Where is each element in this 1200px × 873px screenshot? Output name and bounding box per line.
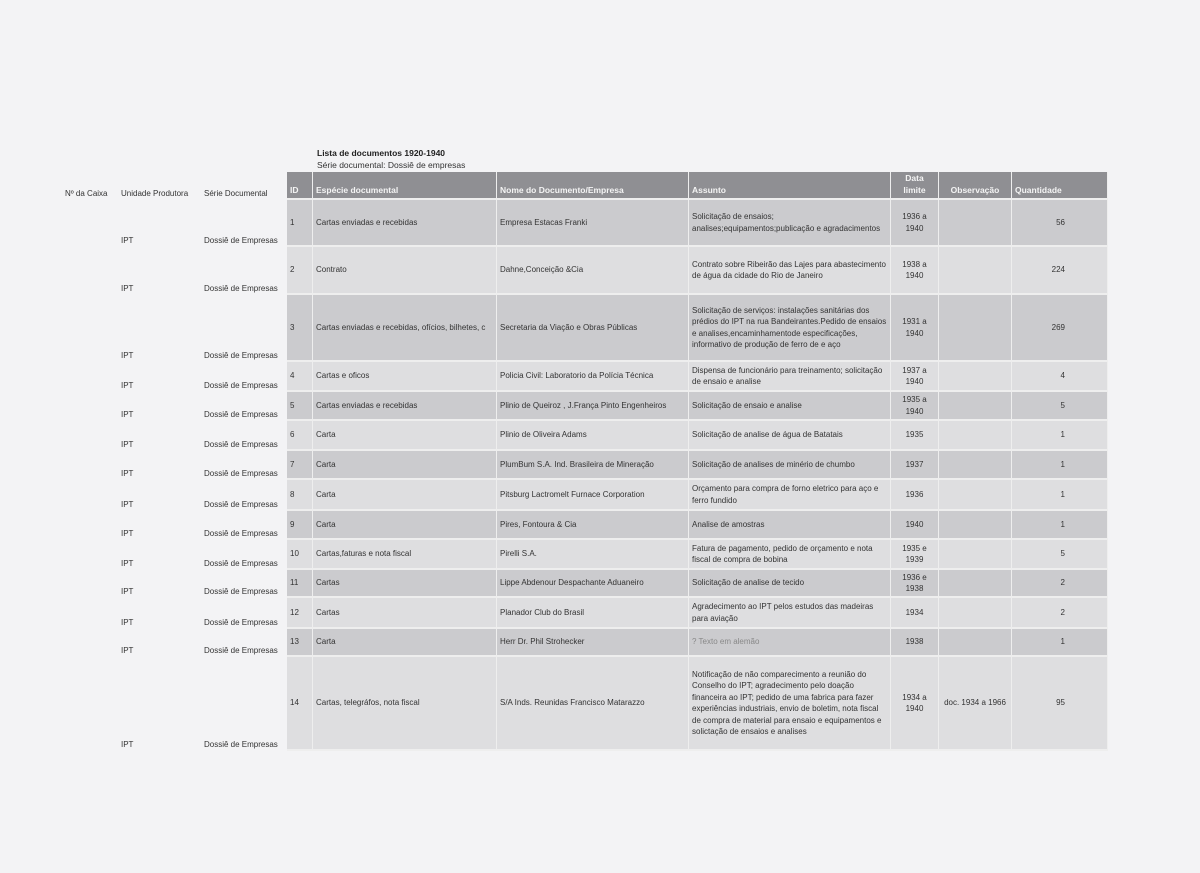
cell-especie: Carta <box>313 511 497 540</box>
cell-quantidade: 5 <box>1012 392 1108 421</box>
cell-especie: Carta <box>313 451 497 480</box>
serie-documental: Dossiê de Empresas <box>204 500 278 509</box>
cell-data-limite: 1938 a 1940 <box>891 247 939 295</box>
cell-quantidade: 269 <box>1012 295 1108 362</box>
cell-especie: Contrato <box>313 247 497 295</box>
cell-observacao <box>939 392 1012 421</box>
cell-nome: Empresa Estacas Franki <box>497 200 689 247</box>
document-subtitle: Série documental: Dossiê de empresas <box>317 160 466 170</box>
serie-documental: Dossiê de Empresas <box>204 529 278 538</box>
row-cells <box>287 480 1108 511</box>
cell-nome: Lippe Abdenour Despachante Aduaneiro <box>497 570 689 598</box>
cell-data-limite: 1937 <box>891 451 939 480</box>
cell-observacao <box>939 421 1012 451</box>
cell-data-limite: 1938 <box>891 629 939 657</box>
row-cells <box>287 657 1108 751</box>
row-cells <box>287 362 1108 392</box>
cell-quantidade: 1 <box>1012 480 1108 511</box>
unidade-produtora: IPT <box>121 587 134 596</box>
cell-quantidade: 1 <box>1012 629 1108 657</box>
cell-especie: Cartas e oficos <box>313 362 497 392</box>
header-data: Data limite <box>891 172 939 200</box>
table-row <box>0 657 1108 751</box>
cell-id: 9 <box>287 511 313 540</box>
table-row <box>0 362 1108 392</box>
cell-observacao <box>939 480 1012 511</box>
cell-observacao <box>939 540 1012 570</box>
unidade-produtora: IPT <box>121 469 134 478</box>
cell-assunto: ? Texto em alemão <box>689 629 891 657</box>
cell-data-limite: 1934 a 1940 <box>891 657 939 751</box>
cell-assunto: Analise de amostras <box>689 511 891 540</box>
table-row <box>0 451 1108 480</box>
cell-id: 1 <box>287 200 313 247</box>
table-row <box>0 200 1108 247</box>
table-row <box>0 570 1108 598</box>
cell-id: 3 <box>287 295 313 362</box>
unidade-produtora: IPT <box>121 351 134 360</box>
cell-nome: Pitsburg Lactromelt Furnace Corporation <box>497 480 689 511</box>
cell-assunto: Agradecimento ao IPT pelos estudos das madeiras para aviação <box>689 598 891 629</box>
cell-observacao <box>939 570 1012 598</box>
row-cells <box>287 511 1108 540</box>
serie-documental: Dossiê de Empresas <box>204 587 278 596</box>
cell-observacao <box>939 598 1012 629</box>
cell-nome: Pirelli S.A. <box>497 540 689 570</box>
row-cells <box>287 451 1108 480</box>
cell-observacao <box>939 451 1012 480</box>
table-header-row <box>0 172 1108 200</box>
table-row <box>0 480 1108 511</box>
table-row <box>0 511 1108 540</box>
cell-nome: Plinio de Queiroz , J.França Pinto Engenheiros <box>497 392 689 421</box>
cell-especie: Cartas enviadas e recebidas <box>313 392 497 421</box>
cell-quantidade: 95 <box>1012 657 1108 751</box>
cell-assunto: Contrato sobre Ribeirão das Lajes para abastecimento de água da cidade do Rio de Janeiro <box>689 247 891 295</box>
cell-assunto: Solicitação de serviços: instalações sanitárias dos prédios do IPT na rua Bandeirantes.Pedido de ensaios e analises,encaminhamentode especificações, informativo de produção de ferro de e aço <box>689 295 891 362</box>
cell-quantidade: 1 <box>1012 511 1108 540</box>
cell-quantidade: 5 <box>1012 540 1108 570</box>
cell-id: 10 <box>287 540 313 570</box>
table-row <box>0 598 1108 629</box>
cell-assunto: Fatura de pagamento, pedido de orçamento e nota fiscal de compra de bobina <box>689 540 891 570</box>
cell-id: 11 <box>287 570 313 598</box>
cell-id: 12 <box>287 598 313 629</box>
table-row <box>0 392 1108 421</box>
cell-especie: Cartas, telegráfos, nota fiscal <box>313 657 497 751</box>
cell-data-limite: 1936 a 1940 <box>891 200 939 247</box>
cell-quantidade: 2 <box>1012 598 1108 629</box>
cell-quantidade: 4 <box>1012 362 1108 392</box>
cell-nome: Plinio de Oliveira Adams <box>497 421 689 451</box>
row-cells <box>287 570 1108 598</box>
cell-especie: Carta <box>313 480 497 511</box>
table-row <box>0 247 1108 295</box>
cell-assunto: Orçamento para compra de forno eletrico para aço e ferro fundido <box>689 480 891 511</box>
cell-data-limite: 1935 <box>891 421 939 451</box>
header-assunto: Assunto <box>689 172 891 200</box>
cell-nome: Planador Club do Brasil <box>497 598 689 629</box>
cell-id: 14 <box>287 657 313 751</box>
cell-assunto: Solicitação de analise de tecido <box>689 570 891 598</box>
cell-assunto: Solicitação de ensaio e analise <box>689 392 891 421</box>
unidade-produtora: IPT <box>121 236 134 245</box>
cell-id: 8 <box>287 480 313 511</box>
cell-data-limite: 1936 <box>891 480 939 511</box>
cell-observacao <box>939 247 1012 295</box>
cell-id: 2 <box>287 247 313 295</box>
header-caixa: Nº da Caixa <box>65 189 108 198</box>
unidade-produtora: IPT <box>121 440 134 449</box>
unidade-produtora: IPT <box>121 381 134 390</box>
serie-documental: Dossiê de Empresas <box>204 284 278 293</box>
documents-table <box>0 172 1108 751</box>
cell-quantidade: 1 <box>1012 421 1108 451</box>
table-row <box>0 540 1108 570</box>
cell-especie: Cartas,faturas e nota fiscal <box>313 540 497 570</box>
cell-id: 4 <box>287 362 313 392</box>
row-cells <box>287 629 1108 657</box>
header-observacao: Observação <box>939 172 1012 200</box>
cell-data-limite: 1934 <box>891 598 939 629</box>
cell-nome: Herr Dr. Phil Strohecker <box>497 629 689 657</box>
cell-observacao <box>939 295 1012 362</box>
header-unidade: Unidade Produtora <box>121 189 189 198</box>
cell-data-limite: 1935 a 1940 <box>891 392 939 421</box>
table-row <box>0 629 1108 657</box>
cell-nome: Secretaria da Viação e Obras Públicas <box>497 295 689 362</box>
header-quantidade: Quantidade <box>1012 172 1108 200</box>
cell-id: 6 <box>287 421 313 451</box>
cell-observacao: doc. 1934 a 1966 <box>939 657 1012 751</box>
cell-assunto: Notificação de não comparecimento a reunião do Conselho do IPT; agradecimento pelo doação financeira ao IPT; pedido de uma fabrica para fazer experiências industriais, envio de boletim, nota fiscal de compra de material para ensaio e equipamentos e solictação de ensaios e analises <box>689 657 891 751</box>
row-cells <box>287 598 1108 629</box>
table-body <box>0 200 1108 751</box>
cell-observacao <box>939 200 1012 247</box>
cell-observacao <box>939 629 1012 657</box>
row-cells <box>287 295 1108 362</box>
unidade-produtora: IPT <box>121 646 134 655</box>
serie-documental: Dossiê de Empresas <box>204 351 278 360</box>
serie-documental: Dossiê de Empresas <box>204 618 278 627</box>
cell-quantidade: 224 <box>1012 247 1108 295</box>
cell-quantidade: 1 <box>1012 451 1108 480</box>
unidade-produtora: IPT <box>121 284 134 293</box>
cell-quantidade: 56 <box>1012 200 1108 247</box>
cell-assunto: Solicitação de analises de minério de chumbo <box>689 451 891 480</box>
unidade-produtora: IPT <box>121 410 134 419</box>
row-cells <box>287 540 1108 570</box>
cell-observacao <box>939 511 1012 540</box>
row-cells <box>287 392 1108 421</box>
cell-assunto: Solicitação de analise de água de Batatais <box>689 421 891 451</box>
cell-nome: Dahne,Conceição &Cia <box>497 247 689 295</box>
serie-documental: Dossiê de Empresas <box>204 469 278 478</box>
serie-documental: Dossiê de Empresas <box>204 410 278 419</box>
cell-id: 13 <box>287 629 313 657</box>
serie-documental: Dossiê de Empresas <box>204 236 278 245</box>
unidade-produtora: IPT <box>121 529 134 538</box>
cell-data-limite: 1937 a 1940 <box>891 362 939 392</box>
header-serie: Série Documental <box>204 189 268 198</box>
cell-nome: Policia Civil: Laboratorio da Polícia Técnica <box>497 362 689 392</box>
cell-especie: Cartas <box>313 570 497 598</box>
cell-data-limite: 1931 a 1940 <box>891 295 939 362</box>
cell-assunto: Dispensa de funcionário para treinamento; solicitação de ensaio e analise <box>689 362 891 392</box>
cell-assunto: Solicitação de ensaios; analises;equipamentos;publicação e agradacimentos <box>689 200 891 247</box>
serie-documental: Dossiê de Empresas <box>204 381 278 390</box>
cell-nome: Pires, Fontoura & Cia <box>497 511 689 540</box>
cell-id: 5 <box>287 392 313 421</box>
unidade-produtora: IPT <box>121 618 134 627</box>
row-cells <box>287 421 1108 451</box>
cell-especie: Cartas <box>313 598 497 629</box>
cell-data-limite: 1936 e 1938 <box>891 570 939 598</box>
table-row <box>0 421 1108 451</box>
cell-quantidade: 2 <box>1012 570 1108 598</box>
unidade-produtora: IPT <box>121 559 134 568</box>
serie-documental: Dossiê de Empresas <box>204 646 278 655</box>
cell-id: 7 <box>287 451 313 480</box>
cell-data-limite: 1940 <box>891 511 939 540</box>
cell-especie: Cartas enviadas e recebidas <box>313 200 497 247</box>
header-nome: Nome do Documento/Empresa <box>497 172 689 200</box>
table-row <box>0 295 1108 362</box>
serie-documental: Dossiê de Empresas <box>204 740 278 749</box>
cell-nome: S/A Inds. Reunidas Francisco Matarazzo <box>497 657 689 751</box>
document-title: Lista de documentos 1920-1940 <box>317 148 446 158</box>
header-id: ID <box>287 172 313 200</box>
header-especie: Espécie documental <box>313 172 497 200</box>
cell-especie: Carta <box>313 629 497 657</box>
cell-data-limite: 1935 e 1939 <box>891 540 939 570</box>
serie-documental: Dossiê de Empresas <box>204 440 278 449</box>
serie-documental: Dossiê de Empresas <box>204 559 278 568</box>
cell-especie: Carta <box>313 421 497 451</box>
unidade-produtora: IPT <box>121 500 134 509</box>
row-cells <box>287 247 1108 295</box>
cell-observacao <box>939 362 1012 392</box>
cell-especie: Cartas enviadas e recebidas, ofícios, bilhetes, c <box>313 295 497 362</box>
cell-nome: PlumBum S.A. Ind. Brasileira de Mineração <box>497 451 689 480</box>
unidade-produtora: IPT <box>121 740 134 749</box>
row-cells <box>287 200 1108 247</box>
